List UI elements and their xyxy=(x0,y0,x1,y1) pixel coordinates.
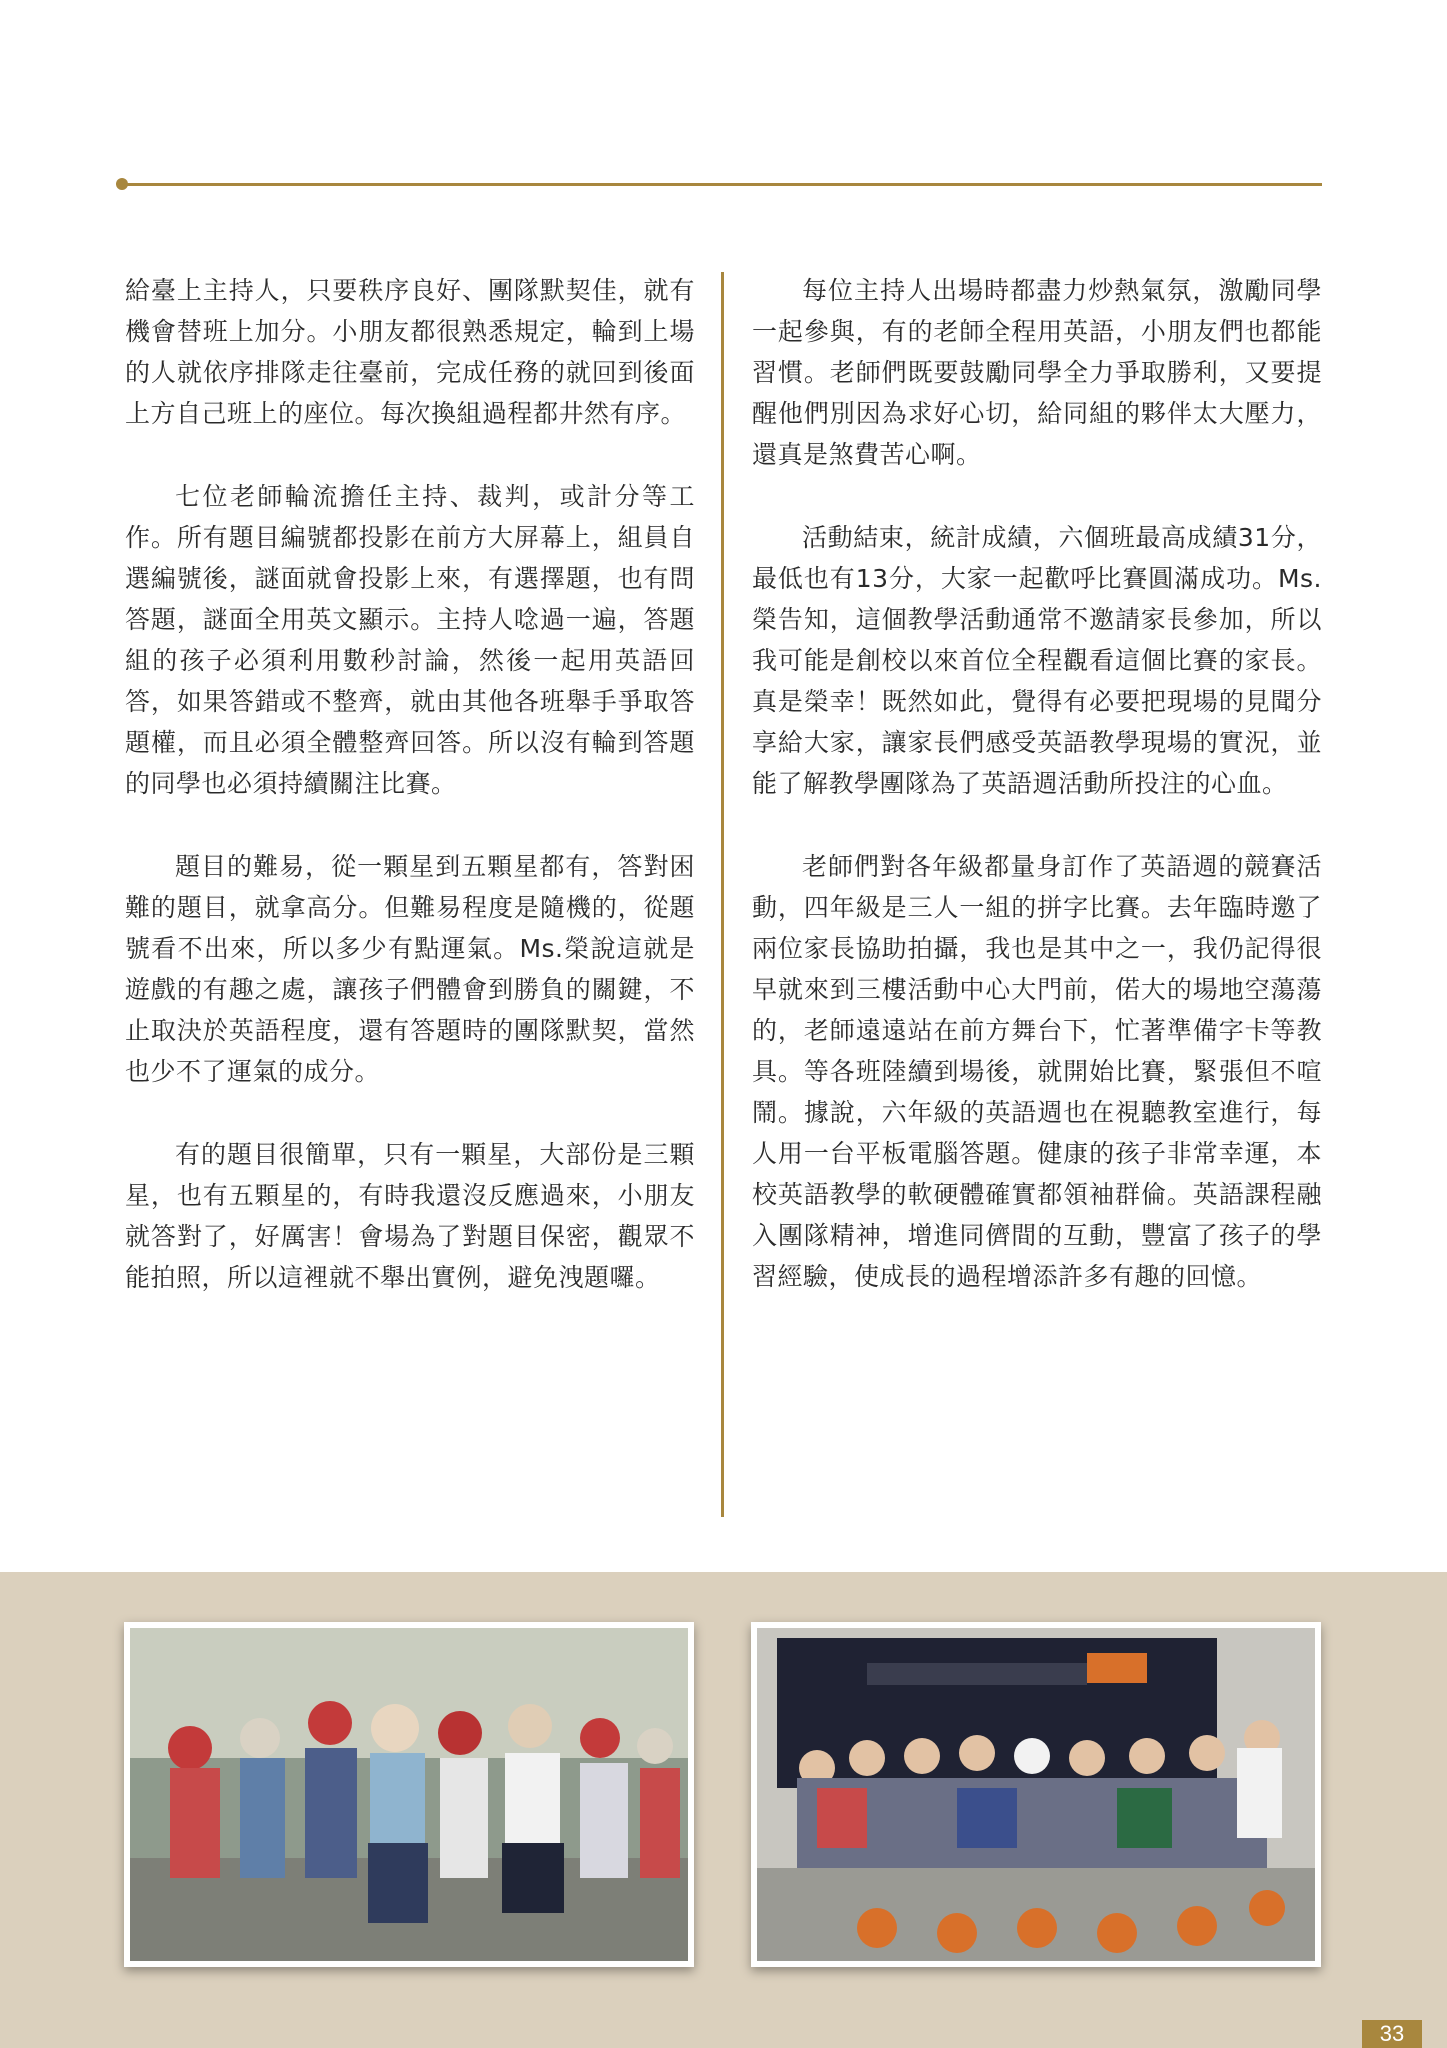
header-rule xyxy=(122,183,1322,186)
left-text-column xyxy=(125,270,695,1340)
right-paragraph-3: 老師們對各年級都量身訂作了英語週的競賽活動，四年級是三人一組的拼字比賽。去年臨時邀了兩位家長協助拍攝，我也是其中之一，我仍記得很早就來到三樓活動中心大門前，偌大的場地空蕩蕩的，老師遠遠站在前方舞台下，忙著準備字卡等教具。等各班陸續到場後，就開始比賽，緊張但不喧鬧。據說，六年級的英語週也在視聽教室進行，每人用一台平板電腦答題。健康的孩子非常幸運，本校英語教學的軟硬體確實都領袖群倫。英語課程融入團隊精神，增進同儕間的互動，豐富了孩子的學習經驗，使成長的過程增添許多有趣的回憶。 xyxy=(752,852,1322,1291)
right-paragraph-2: 活動結束，統計成績，六個班最高成績31分，最低也有13分，大家一起歡呼比賽圓滿成功。Ms.榮告知，這個教學活動通常不邀請家長參加，所以我可能是創校以來首位全程觀看這個比賽的家長。真是榮幸！既然如此，覺得有必要把現場的見聞分享給大家，讓家長們感受英語教學現場的實況，並能了解教學團隊為了英語週活動所投注的心血。 xyxy=(752,523,1322,798)
left-paragraph-4: 有的題目很簡單，只有一顆星，大部份是三顆星，也有五顆星的，有時我還沒反應過來，小朋友就答對了，好厲害！會場為了對題目保密，觀眾不能拍照，所以這裡就不舉出實例，避免洩題囉。 xyxy=(125,1140,695,1292)
left-paragraph-3: 題目的難易，從一顆星到五顆星都有，答對困難的題目，就拿高分。但難易程度是隨機的，從題號看不出來，所以多少有點運氣。Ms.榮說這就是遊戲的有趣之處，讓孩子們體會到勝負的關鍵，不止取決於英語程度，還有答題時的團隊默契，當然也少不了運氣的成分。 xyxy=(125,852,695,1086)
right-paragraph-1: 每位主持人出場時都盡力炒熱氣氛，激勵同學一起參與，有的老師全程用英語，小朋友們也都能習慣。老師們既要鼓勵同學全力爭取勝利，又要提醒他們別因為求好心切，給同組的夥伴太大壓力，還真是煞費苦心啊。 xyxy=(752,276,1322,469)
photo-halloween-group xyxy=(751,1622,1321,1967)
left-paragraph-2: 七位老師輪流擔任主持、裁判，或計分等工作。所有題目編號都投影在前方大屏幕上，組員自選編號後，謎面就會投影上來，有選擇題，也有問答題，謎面全用英文顯示。主持人唸過一遍，答題組的孩子必須利用數秒討論，然後一起用英語回答，如果答錯或不整齊，就由其他各班舉手爭取答題權，而且必須全體整齊回答。所以沒有輪到答題的同學也必須持續關注比賽。 xyxy=(125,482,695,798)
photo-dancing-teachers xyxy=(124,1622,694,1967)
photo-dancing-teachers-image xyxy=(130,1628,688,1961)
photo-halloween-group-image xyxy=(757,1628,1315,1961)
right-text-column xyxy=(752,270,1322,1339)
page-number: 33 xyxy=(1362,2020,1422,2048)
column-divider xyxy=(721,272,724,1517)
left-paragraph-1: 給臺上主持人，只要秩序良好、團隊默契佳，就有機會替班上加分。小朋友都很熟悉規定，輪到上場的人就依序排隊走往臺前，完成任務的就回到後面上方自己班上的座位。每次換組過程都井然有序。 xyxy=(125,276,695,428)
